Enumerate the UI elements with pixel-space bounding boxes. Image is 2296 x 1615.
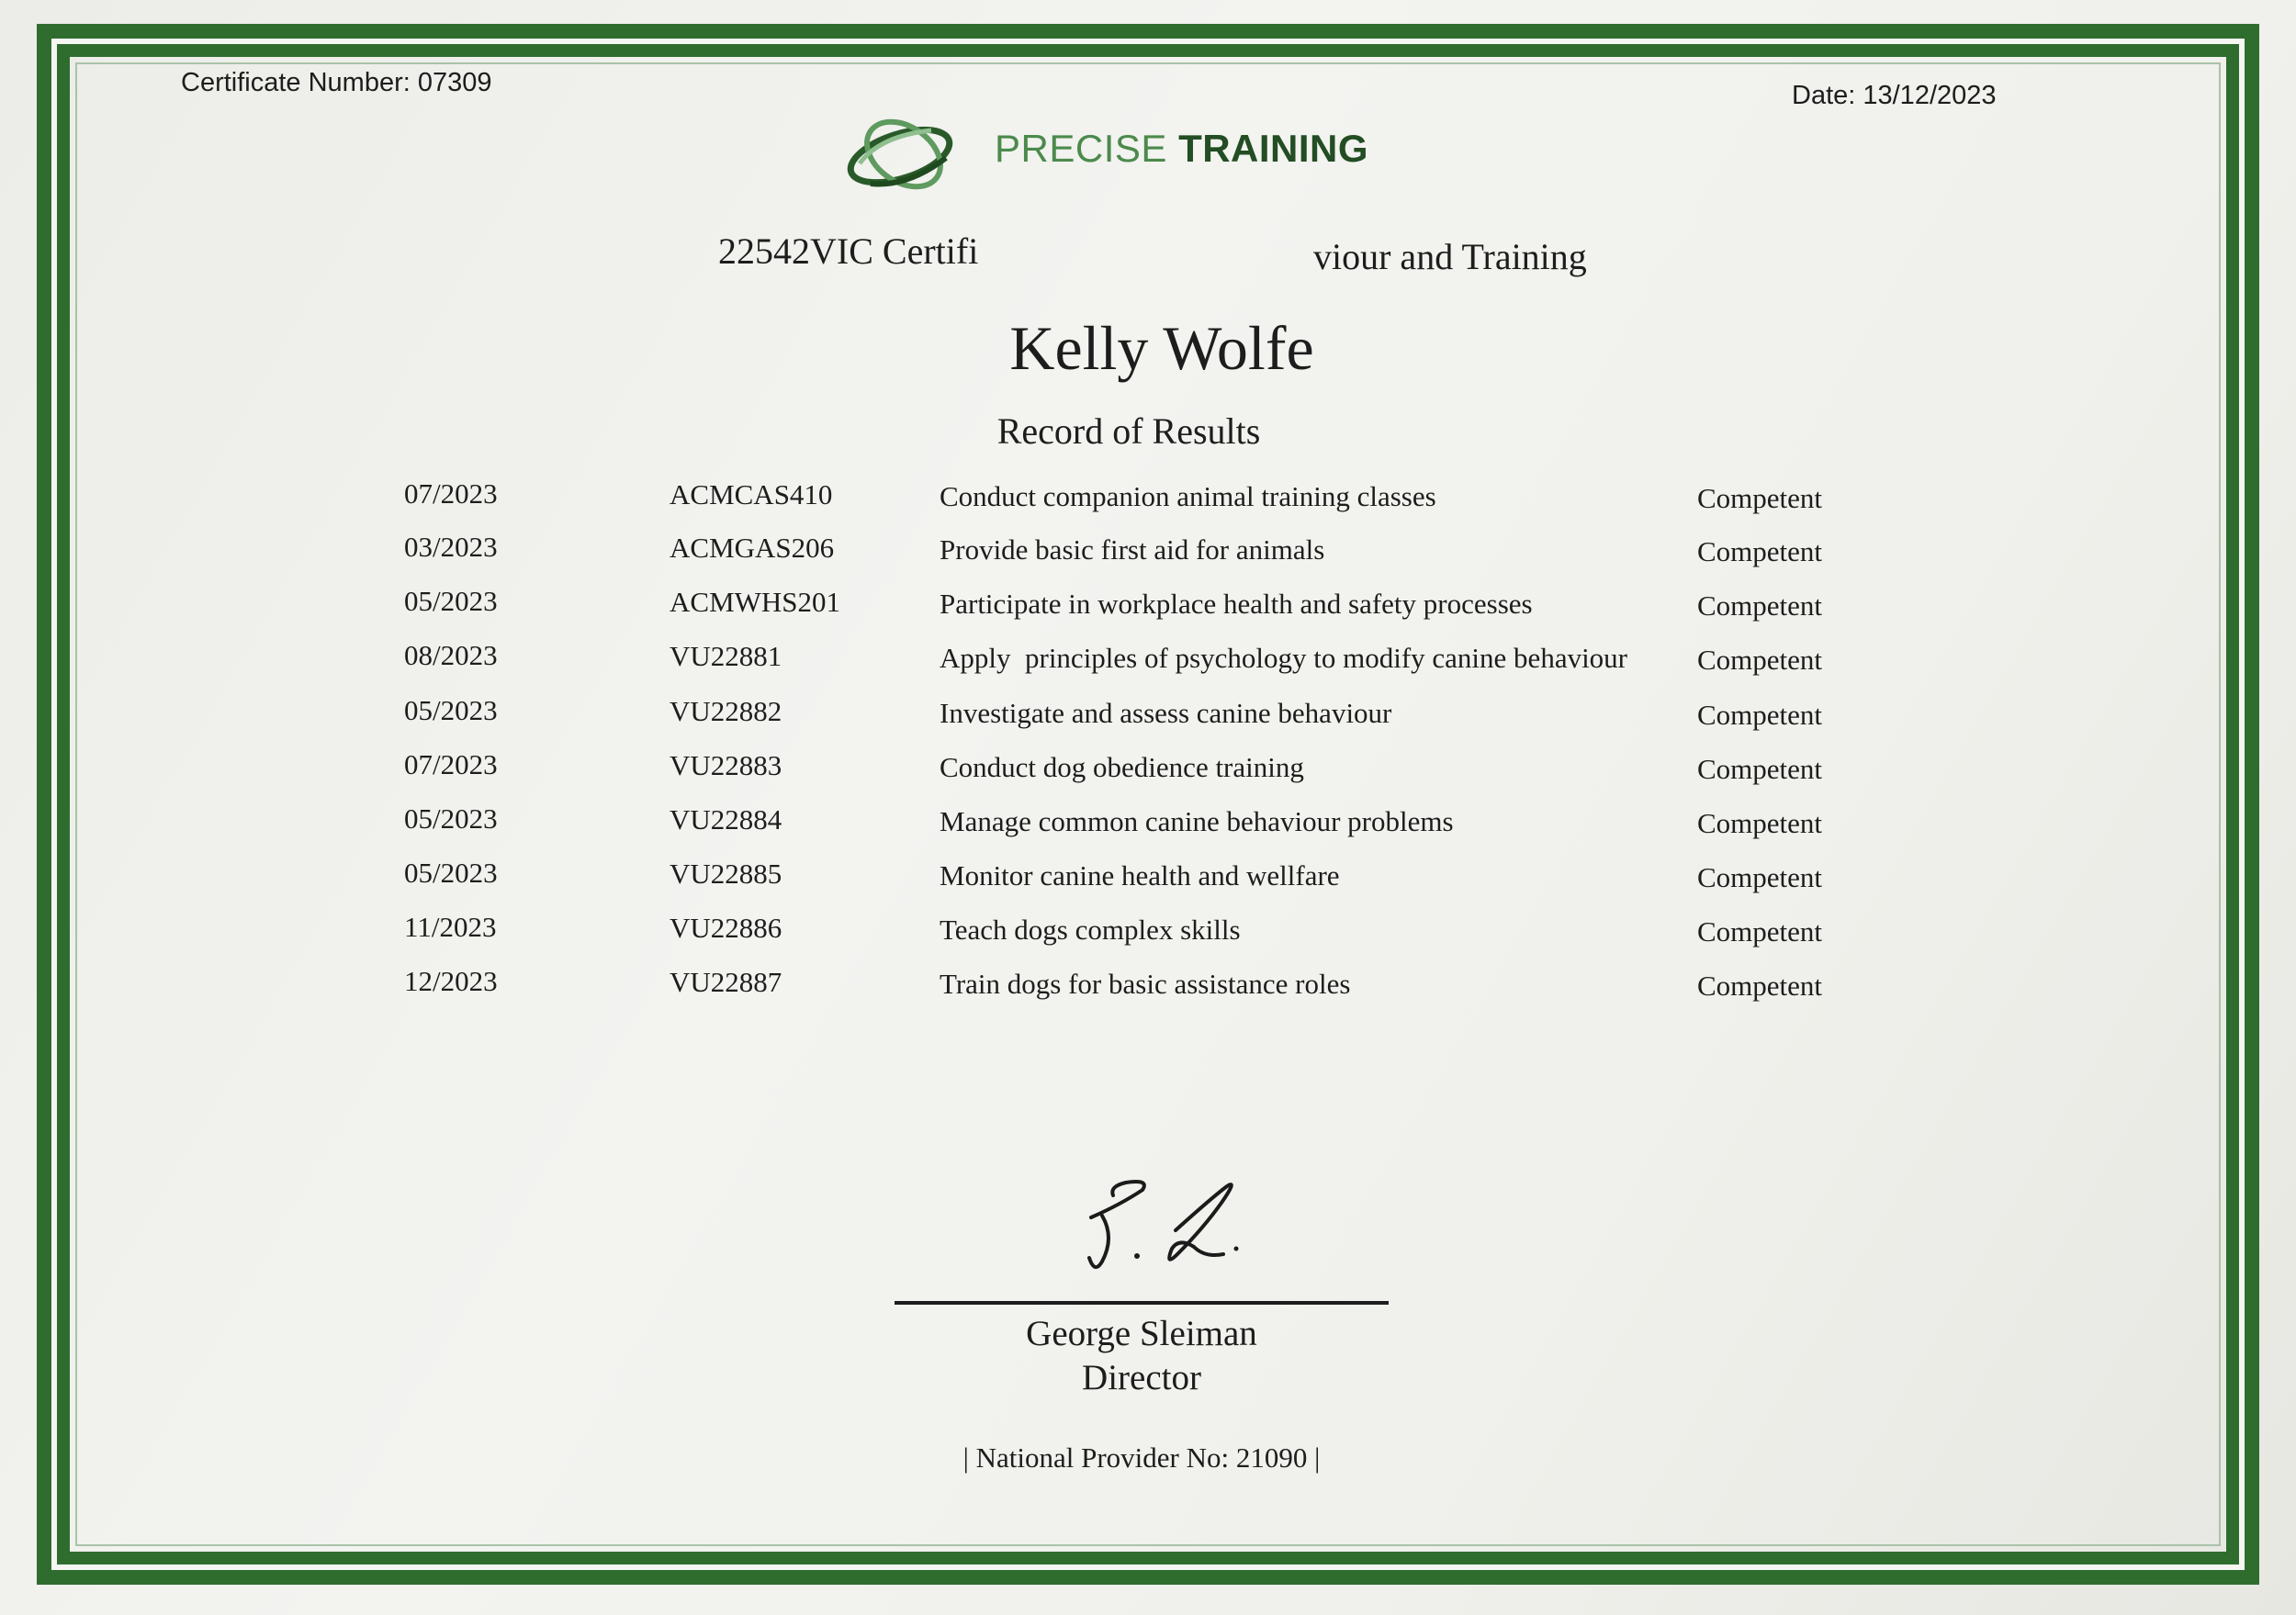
unit-code: ACMGAS206 — [670, 532, 835, 564]
result-date: 05/2023 — [404, 857, 498, 889]
unit-title: Provide basic first aid for animals — [940, 533, 1325, 566]
record-title: Record of Results — [996, 410, 1261, 452]
result-status: Competent — [1697, 753, 1823, 785]
brand-word-training: TRAINING — [1178, 127, 1369, 170]
signature-image — [1065, 1166, 1249, 1295]
precise-training-logo-icon — [843, 108, 962, 200]
unit-code: VU22881 — [670, 640, 782, 672]
result-status: Competent — [1697, 807, 1823, 839]
unit-code: VU22883 — [670, 749, 782, 781]
result-status: Competent — [1697, 482, 1823, 514]
signature-line — [895, 1301, 1389, 1305]
result-status: Competent — [1697, 915, 1823, 948]
unit-title: Monitor canine health and wellfare — [940, 859, 1340, 892]
unit-code: VU22882 — [670, 695, 782, 727]
course-title-right: viour and Training — [1313, 236, 1587, 277]
unit-code: ACMWHS201 — [670, 586, 841, 618]
table-row — [0, 802, 2296, 856]
unit-title: Investigate and assess canine behaviour — [940, 697, 1392, 729]
table-row — [0, 585, 2296, 638]
unit-title: Teach dogs complex skills — [940, 914, 1241, 946]
result-date: 11/2023 — [404, 911, 497, 943]
unit-code: ACMCAS410 — [670, 478, 833, 510]
result-date: 12/2023 — [404, 965, 498, 997]
result-date: 05/2023 — [404, 802, 498, 835]
unit-title: Participate in workplace health and safety processes — [940, 588, 1533, 620]
result-date: 07/2023 — [404, 477, 498, 510]
unit-title: Manage common canine behaviour problems — [940, 805, 1454, 837]
unit-code: VU22887 — [670, 966, 782, 998]
recipient-name: Kelly Wolfe — [1009, 313, 1314, 383]
unit-code: VU22885 — [670, 858, 782, 890]
result-date: 07/2023 — [404, 748, 498, 780]
certificate-number: Certificate Number: 07309 — [181, 68, 492, 97]
signatory-name: George Sleiman — [1026, 1314, 1257, 1353]
result-status: Competent — [1697, 970, 1823, 1002]
result-status: Competent — [1697, 644, 1823, 676]
unit-title: Train dogs for basic assistance roles — [940, 968, 1351, 1000]
result-status: Competent — [1697, 589, 1823, 622]
table-row — [0, 531, 2296, 584]
result-status: Competent — [1697, 699, 1823, 731]
result-date: 05/2023 — [404, 694, 498, 726]
result-date: 03/2023 — [404, 531, 498, 563]
signatory-title: Director — [1082, 1358, 1201, 1397]
unit-title: Apply principles of psychology to modify canine behaviour — [940, 642, 1628, 674]
table-row — [0, 694, 2296, 747]
course-title-left: 22542VIC Certifi — [718, 230, 979, 272]
national-provider-number: | National Provider No: 21090 | — [962, 1441, 1321, 1474]
brand-name — [995, 127, 1368, 171]
table-row — [0, 477, 2296, 531]
certificate-date: Date: 13/12/2023 — [1792, 81, 1997, 110]
brand-word-precise: PRECISE — [995, 127, 1167, 170]
table-row — [0, 748, 2296, 802]
result-status: Competent — [1697, 535, 1823, 567]
table-row — [0, 911, 2296, 964]
result-date: 08/2023 — [404, 639, 498, 671]
unit-code: VU22884 — [670, 803, 782, 836]
result-date: 05/2023 — [404, 585, 498, 617]
table-row — [0, 857, 2296, 910]
unit-title: Conduct dog obedience training — [940, 751, 1304, 783]
table-row — [0, 965, 2296, 1018]
result-status: Competent — [1697, 861, 1823, 893]
unit-code: VU22886 — [670, 912, 782, 944]
table-row — [0, 639, 2296, 692]
unit-title: Conduct companion animal training classes — [940, 480, 1436, 512]
